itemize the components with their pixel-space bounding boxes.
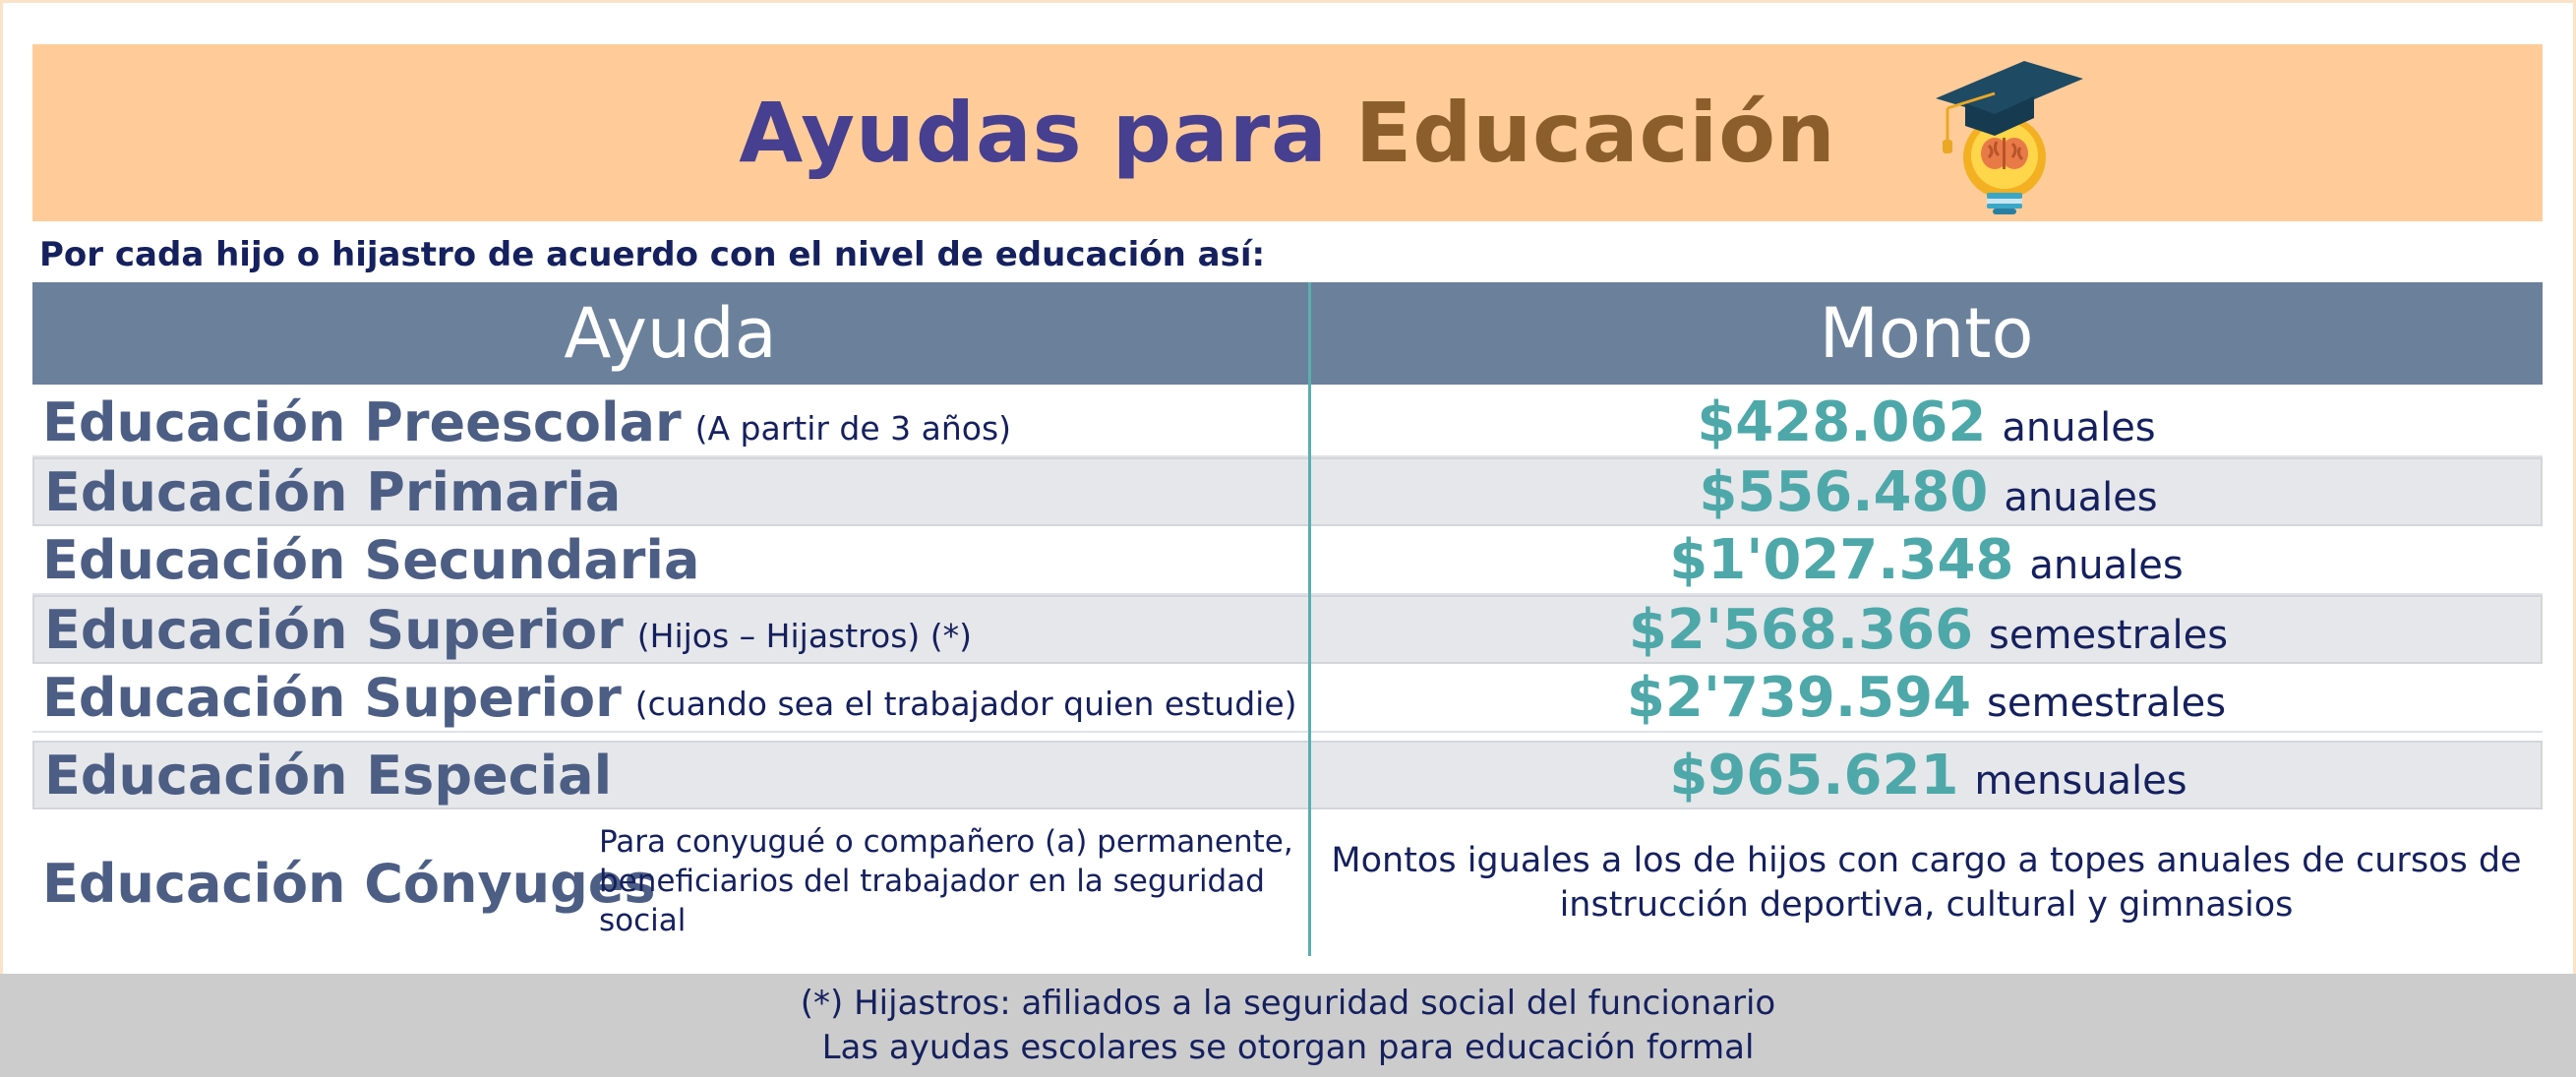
amount-period: mensuales <box>1974 758 2187 804</box>
table-header <box>32 282 2543 385</box>
education-level: Educación Especial <box>44 744 613 807</box>
aid-cell <box>42 526 1301 593</box>
page-title <box>32 44 2543 221</box>
spouse-note-line: social <box>599 903 687 938</box>
column-divider <box>1308 282 1311 956</box>
amount-value: $2'568.366 <box>1628 597 1974 662</box>
education-level: Educación Cónyuges <box>42 852 656 915</box>
amount-cell <box>1310 664 2543 731</box>
table-row <box>32 664 2543 733</box>
spouse-amount-line: instrucción deportiva, cultural y gimnasios <box>1559 885 2294 925</box>
footer-line-2: Las ayudas escolares se otorgan para educación formal <box>821 1027 1755 1067</box>
spouse-note-line: beneficiarios del trabajador en la seguridad <box>599 864 1265 899</box>
amount-value: $965.621 <box>1669 743 1959 808</box>
amount-cell <box>1310 389 2543 455</box>
spouse-amount-line: Montos iguales a los de hijos con cargo a topes anuales de cursos de <box>1331 841 2522 880</box>
aid-cell <box>42 389 1301 455</box>
amount-period: anuales <box>2029 543 2184 588</box>
amount-period: semestrales <box>1987 681 2227 726</box>
amount-cell <box>1310 526 2543 593</box>
column-header-ayuda: Ayuda <box>564 293 777 374</box>
education-level: Educación Superior <box>42 666 622 729</box>
amount-value: $428.062 <box>1697 389 1987 454</box>
column-header-monto: Monto <box>1819 293 2034 374</box>
table-row <box>32 595 2543 664</box>
education-level: Educación Superior <box>44 598 624 661</box>
education-level: Educación Primaria <box>44 460 622 523</box>
amount-value: $2'739.594 <box>1626 665 1972 730</box>
education-level: Educación Secundaria <box>42 528 700 591</box>
footer-line-1: (*) Hijastros: afiliados a la seguridad social del funcionario <box>800 983 1776 1023</box>
table-row <box>32 389 2543 457</box>
amount-cell <box>1312 743 2545 808</box>
amount-value: $556.480 <box>1699 459 1989 524</box>
subtitle: Por cada hijo o hijastro de acuerdo con el nivel de educación así: <box>39 235 1266 274</box>
graduation-lightbulb-icon <box>1926 49 2098 216</box>
aid-cell <box>42 664 1301 731</box>
amount-cell <box>1312 459 2545 524</box>
title-part-1: Ayudas para <box>739 85 1328 181</box>
table-row <box>32 526 2543 595</box>
spouse-amount-text <box>1310 814 2543 952</box>
table-row <box>32 741 2543 809</box>
aid-cell <box>44 597 1303 662</box>
education-level: Educación Preescolar <box>42 390 682 453</box>
level-note: (A partir de 3 años) <box>694 408 1012 448</box>
spouse-note-line: Para conyugué o compañero (a) permanente, <box>599 824 1293 860</box>
level-note: (cuando sea el trabajador quien estudie) <box>634 684 1297 723</box>
spouse-note <box>599 822 1307 940</box>
title-part-2: Educación <box>1354 85 1836 181</box>
amount-period: semestrales <box>1989 613 2229 658</box>
level-note: (Hijos – Hijastros) (*) <box>636 616 973 655</box>
aid-cell <box>44 459 1303 524</box>
amount-period: anuales <box>2002 405 2156 450</box>
aid-cell <box>44 743 1303 808</box>
amount-cell <box>1312 597 2545 662</box>
table-row <box>32 457 2543 526</box>
table-row-spouses <box>32 814 2543 952</box>
footer <box>0 974 2576 1077</box>
amount-period: anuales <box>2004 475 2158 520</box>
title-banner <box>32 44 2543 221</box>
amount-value: $1'027.348 <box>1669 527 2014 592</box>
